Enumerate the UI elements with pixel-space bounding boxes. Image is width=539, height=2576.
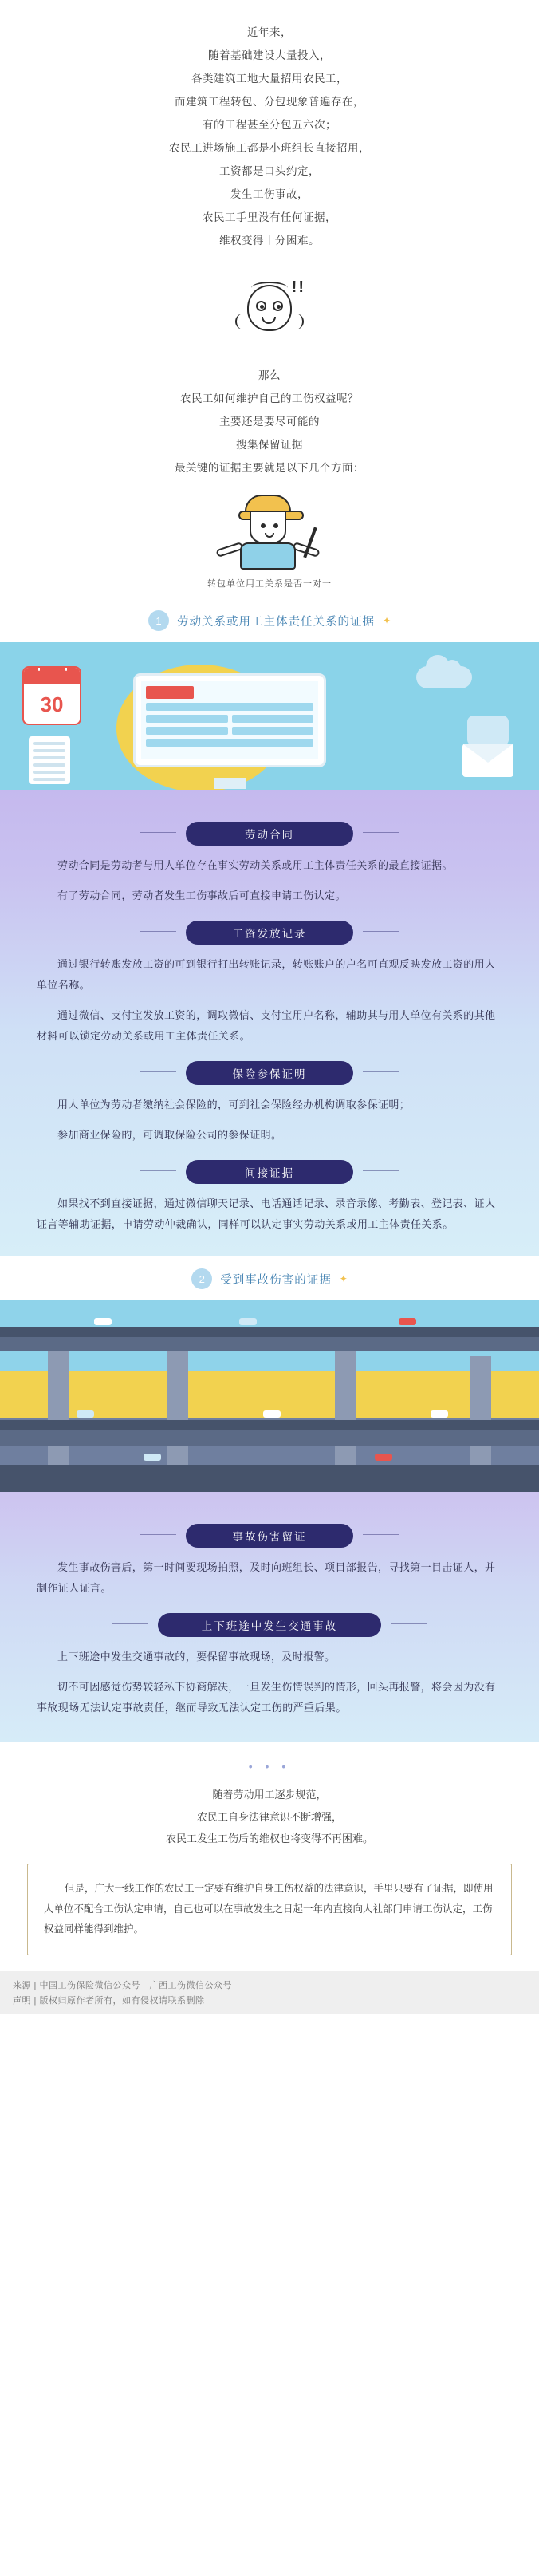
- calendar-day: 30: [40, 692, 64, 717]
- paragraph: 用人单位为劳动者缴纳社会保险的，可到社会保险经办机构调取参保证明；: [57, 1099, 411, 1111]
- calendar-icon: [22, 666, 81, 725]
- dots-divider: • • •: [248, 1760, 291, 1773]
- envelope-icon: [462, 744, 513, 777]
- sparkle-icon: ✦: [339, 1273, 348, 1285]
- construction-worker-icon: [210, 488, 329, 571]
- intro-line: 搜集保留证据: [236, 439, 303, 452]
- monitor-icon: [136, 676, 324, 778]
- intro-line: 发生工伤事故，: [230, 188, 309, 201]
- footer-disclaimer: 声明 | 版权归原作者所有，如有侵权请联系删除: [13, 1996, 205, 2006]
- footer-source: 来源 | 中国工伤保险微信公众号 广西工伤微信公众号: [13, 1981, 232, 1990]
- section-number: 2: [191, 1268, 212, 1289]
- intro-line: 而建筑工程转包、分包现象普遍存在，: [175, 96, 364, 108]
- intro-line: 近年来，: [247, 26, 292, 38]
- intro-line: 工资都是口头约定，: [219, 165, 320, 178]
- note-text: 但是，广大一线工作的农民工一定要有维护自身工伤权益的法律意识，手里只要有了证据，即使用人单位不配合工伤认定申请，自己也可以在事故发生之日起一年内直接向人社部门申请工伤认定，工伤权益同样能得到维护。: [44, 1883, 494, 1935]
- closing-section: [0, 1742, 539, 1971]
- block-pill: 劳动合同: [186, 822, 353, 846]
- section-1-body: [0, 790, 539, 1256]
- section-2-body: [0, 1492, 539, 1742]
- paragraph: 切不可因感觉伤势较轻私下协商解决，一旦发生伤情误判的情形，回头再报警，将会因为没有事故现场无法认定事故责任，继而导致无法认定工伤的严重后果。: [37, 1681, 496, 1714]
- section-title: 受到事故伤害的证据: [220, 1273, 332, 1287]
- paragraph: 如果找不到直接证据，通过微信聊天记录、电话通话记录、录音录像、考勤表、登记表、证人证言等辅助证据，申请劳动仲裁确认，同样可以认定事实劳动关系或用工主体责任关系。: [37, 1197, 496, 1231]
- block-pill: 间接证据: [186, 1160, 353, 1184]
- intro-line: 那么: [258, 369, 281, 382]
- construction-illustration-banner: [0, 1300, 539, 1492]
- block-pill: 上下班途中发生交通事故: [158, 1613, 381, 1637]
- closing-line: 随着劳动用工逐步规范，: [212, 1789, 327, 1801]
- intro-line: 维权变得十分困难。: [219, 235, 320, 247]
- worker-illustration: [0, 486, 539, 574]
- highlight-note: [27, 1864, 512, 1955]
- section-number: 1: [148, 610, 169, 631]
- document-icon: [29, 736, 70, 784]
- paragraph: 通过微信、支付宝发放工资的，调取微信、支付宝用户名称，辅助其与用人单位有关系的其他材料可以锁定劳动关系或用工主体责任关系。: [37, 1009, 496, 1043]
- block-pill: 事故伤害留证: [186, 1524, 353, 1548]
- intro-line: 农民工进场施工都是小班组长直接招用，: [169, 142, 370, 155]
- block-pill: 工资发放记录: [186, 921, 353, 945]
- paragraph: 参加商业保险的，可调取保险公司的参保证明。: [57, 1129, 282, 1142]
- section-header-1: [0, 598, 539, 642]
- intro-line: 农民工手里没有任何证据，: [203, 211, 336, 224]
- sparkle-icon: ✦: [382, 615, 391, 627]
- intro-line: 最关键的证据主要就是以下几个方面：: [175, 462, 364, 475]
- intro-line: 随着基础建设大量投入，: [208, 49, 331, 62]
- closing-line: 农民工发生工伤后的维权也将变得不再困难。: [165, 1832, 373, 1844]
- paragraph: 发生事故伤害后，第一时间要现场拍照，及时向班组长、项目部报告，寻找第一目击证人，并制作证人证言。: [37, 1561, 496, 1595]
- closing-line: 农民工自身法律意识不断增强，: [196, 1810, 342, 1823]
- paragraph: 劳动合同是劳动者与用人单位存在事实劳动关系或用工主体责任关系的最直接证据。: [57, 859, 453, 872]
- intro-line: 各类建筑工地大量招用农民工，: [191, 73, 348, 85]
- paragraph: 通过银行转账发放工资的可到银行打出转账记录，转账账户的户名可直观反映发放工资的用人单位名称。: [37, 958, 496, 992]
- section-title: 劳动关系或用工主体责任关系的证据: [176, 615, 375, 629]
- source-footer: [0, 1971, 539, 2014]
- surprised-face-illustration: [0, 263, 539, 359]
- cloud-icon: [416, 666, 472, 688]
- doodle-caption: 转包单位用工关系是否一对一: [207, 579, 332, 590]
- intro-line: 农民工如何维护自己的工伤权益呢？: [180, 393, 359, 405]
- paragraph: 上下班途中发生交通事故的，要保留事故现场，及时报警。: [57, 1651, 336, 1663]
- intro-line: 主要还是要尽可能的: [219, 416, 320, 428]
- section-header-2: [0, 1256, 539, 1300]
- chat-bubble-icon: [467, 716, 509, 746]
- intro-line: 有的工程甚至分包五六次；: [203, 119, 336, 132]
- intro-section: [0, 0, 539, 598]
- paragraph: 有了劳动合同，劳动者发生工伤事故后可直接申请工伤认定。: [57, 890, 346, 902]
- desk-illustration-banner: [0, 642, 539, 790]
- face-icon: !!: [240, 277, 299, 345]
- block-pill: 保险参保证明: [186, 1061, 353, 1085]
